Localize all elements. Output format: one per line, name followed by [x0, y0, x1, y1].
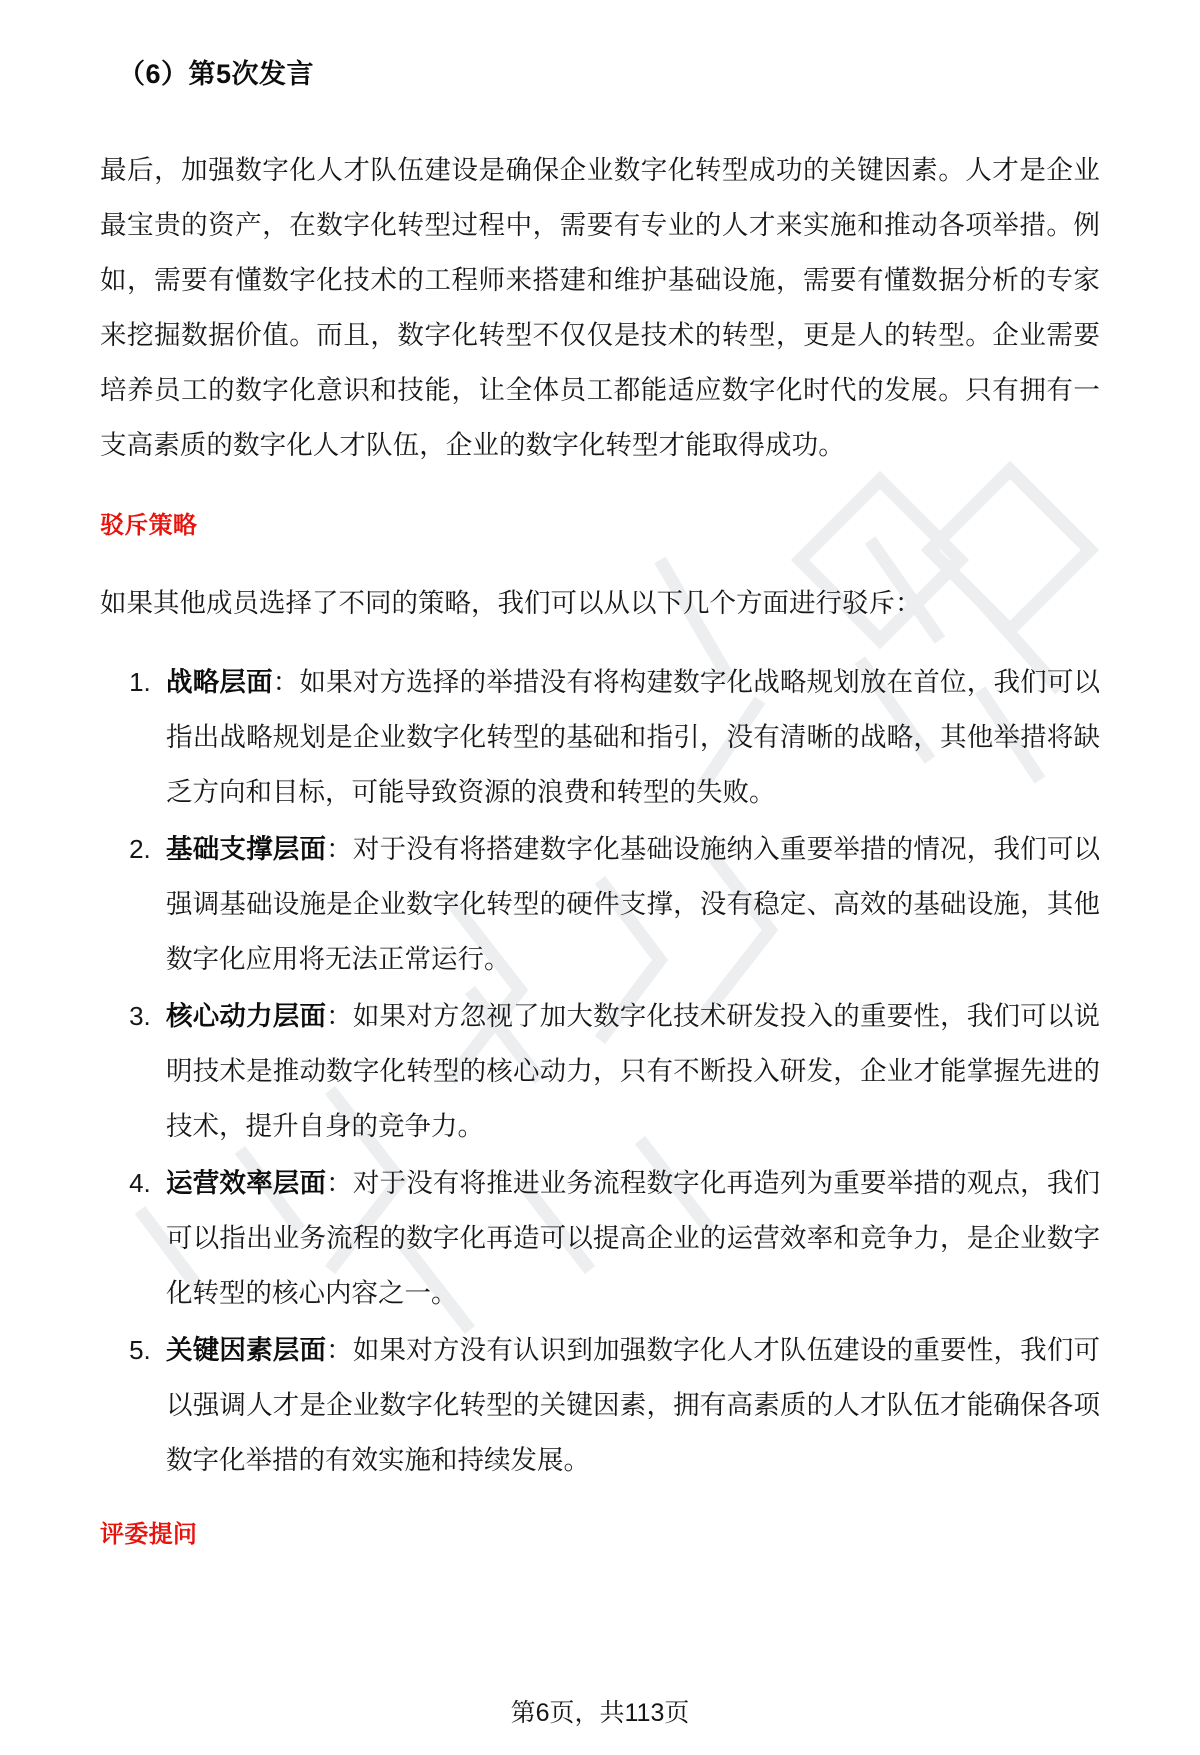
list-item-term: 运营效率层面 [166, 1168, 327, 1198]
list-item-term: 核心动力层面 [166, 1001, 327, 1031]
speech-paragraph: 最后，加强数字化人才队伍建设是确保企业数字化转型成功的关键因素。人才是企业最宝贵的资产，在数字化转型过程中，需要有专业的人才来实施和推动各项举措。例如，需要有懂数字化技术的工程师来搭建和维护基础设施，需要有懂数据分析的专家来挖掘数据价值。而且，数字化转型不仅仅是技术的转型，更是人的转型。企业需要培养员工的数字化意识和技能，让全体员工都能适应数字化时代的发展。只有拥有一支高素质的数字化人才队伍，企业的数字化转型才能取得成功。 [100, 155, 1100, 460]
list-item-text: 如果对方没有认识到加强数字化人才队伍建设的重要性，我们可以强调人才是企业数字化转型的关键因素，拥有高素质的人才队伍才能确保各项数字化举措的有效实施和持续发展。 [166, 1335, 1101, 1475]
section-heading: （6）第5次发言 [118, 59, 315, 89]
list-item-term: 关键因素层面 [166, 1335, 327, 1365]
list-item-separator: ： [326, 1001, 353, 1031]
rebuttal-list [100, 655, 1100, 1488]
list-item [158, 1156, 1100, 1321]
list-item-separator: ： [326, 1335, 353, 1365]
list-item-text: 对于没有将推进业务流程数字化再造列为重要举措的观点，我们可以指出业务流程的数字化再造可以提高企业的运营效率和竞争力，是企业数字化转型的核心内容之一。 [166, 1168, 1101, 1308]
list-item [158, 989, 1100, 1154]
list-item [158, 822, 1100, 987]
list-item-separator: ： [326, 834, 353, 864]
list-item [158, 1323, 1100, 1488]
page-number-footer: 第6页，共113页 [510, 1699, 690, 1727]
judge-question-heading: 评委提问 [100, 1521, 198, 1548]
list-item-text: 对于没有将搭建数字化基础设施纳入重要举措的情况，我们可以强调基础设施是企业数字化转型的硬件支撑，没有稳定、高效的基础设施，其他数字化应用将无法正常运行。 [166, 834, 1101, 974]
list-item-term: 战略层面 [166, 667, 273, 697]
rebuttal-intro-text: 如果其他成员选择了不同的策略，我们可以从以下几个方面进行驳斥： [100, 588, 922, 618]
list-item-text: 如果对方忽视了加大数字化技术研发投入的重要性，我们可以说明技术是推动数字化转型的核心动力，只有不断投入研发，企业才能掌握先进的技术，提升自身的竞争力。 [166, 1001, 1101, 1141]
list-item-separator: ： [326, 1168, 353, 1198]
list-item-text: 如果对方选择的举措没有将构建数字化战略规划放在首位，我们可以指出战略规划是企业数字化转型的基础和指引，没有清晰的战略，其他举措将缺乏方向和目标，可能导致资源的浪费和转型的失败。 [166, 667, 1101, 807]
list-item [158, 655, 1100, 820]
list-item-separator: ： [272, 667, 300, 697]
list-item-term: 基础支撑层面 [166, 834, 327, 864]
rebuttal-strategy-heading: 驳斥策略 [100, 512, 198, 539]
